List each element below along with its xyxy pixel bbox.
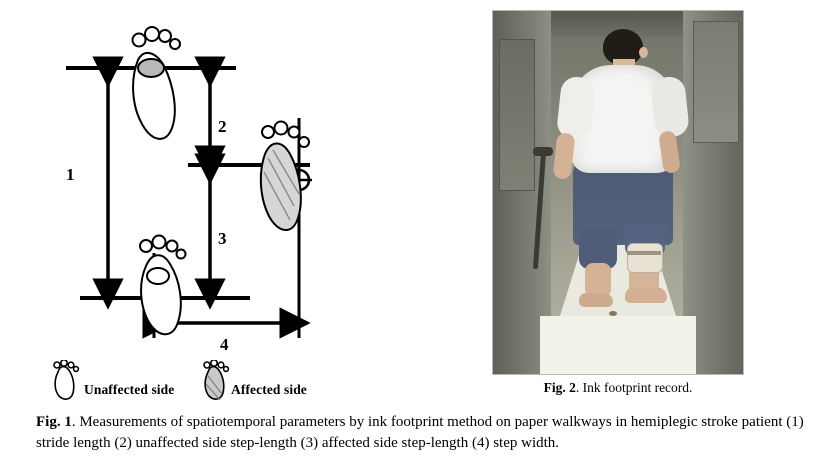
patient-figure	[493, 11, 743, 374]
label-measure-1: 1	[66, 165, 75, 184]
legend-affected-icon	[204, 360, 228, 400]
cane	[533, 151, 546, 269]
figure-1-diagram	[18, 8, 458, 398]
ear	[639, 47, 648, 58]
figure-1-caption	[36, 412, 808, 455]
cane-handle	[533, 147, 553, 156]
legend-unaffected-icon	[54, 360, 78, 399]
ankle-foot-orthosis	[627, 243, 663, 273]
figure-1-legend	[48, 360, 468, 398]
footprint-unaffected-top	[133, 27, 181, 139]
orthosis-strap	[627, 251, 661, 255]
left-arm	[553, 132, 576, 180]
figure-1-caption-text: . Measurements of spatiotemporal parameters by ink footprint method on paper walkways in hemiplegic stroke patient (1) stride length (2) unaffected side step-length (3) affected side step-length (4) step width.	[36, 414, 804, 452]
figure-2-photo	[492, 10, 744, 375]
figure-2-caption-label: Fig. 2	[543, 380, 576, 395]
legend-label-unaffected: Unaffected side	[84, 382, 175, 397]
legend-label-affected: Affected side	[231, 382, 307, 397]
footprint-affected-middle	[261, 122, 309, 231]
figure-2-caption	[492, 380, 744, 396]
footprint-measurement-svg	[18, 8, 458, 358]
hallway-photo	[493, 11, 743, 374]
label-measure-2: 2	[218, 117, 227, 136]
right-foot	[625, 287, 667, 303]
left-calf	[585, 263, 611, 297]
label-measure-4: 4	[220, 335, 229, 354]
left-foot	[579, 293, 613, 307]
footprint-unaffected-bottom	[140, 236, 186, 335]
figure-1-caption-label: Fig. 1	[36, 414, 72, 430]
figure-2-caption-text: . Ink footprint record.	[575, 380, 693, 395]
right-sleeve	[650, 75, 690, 138]
label-measure-3: 3	[218, 229, 227, 248]
